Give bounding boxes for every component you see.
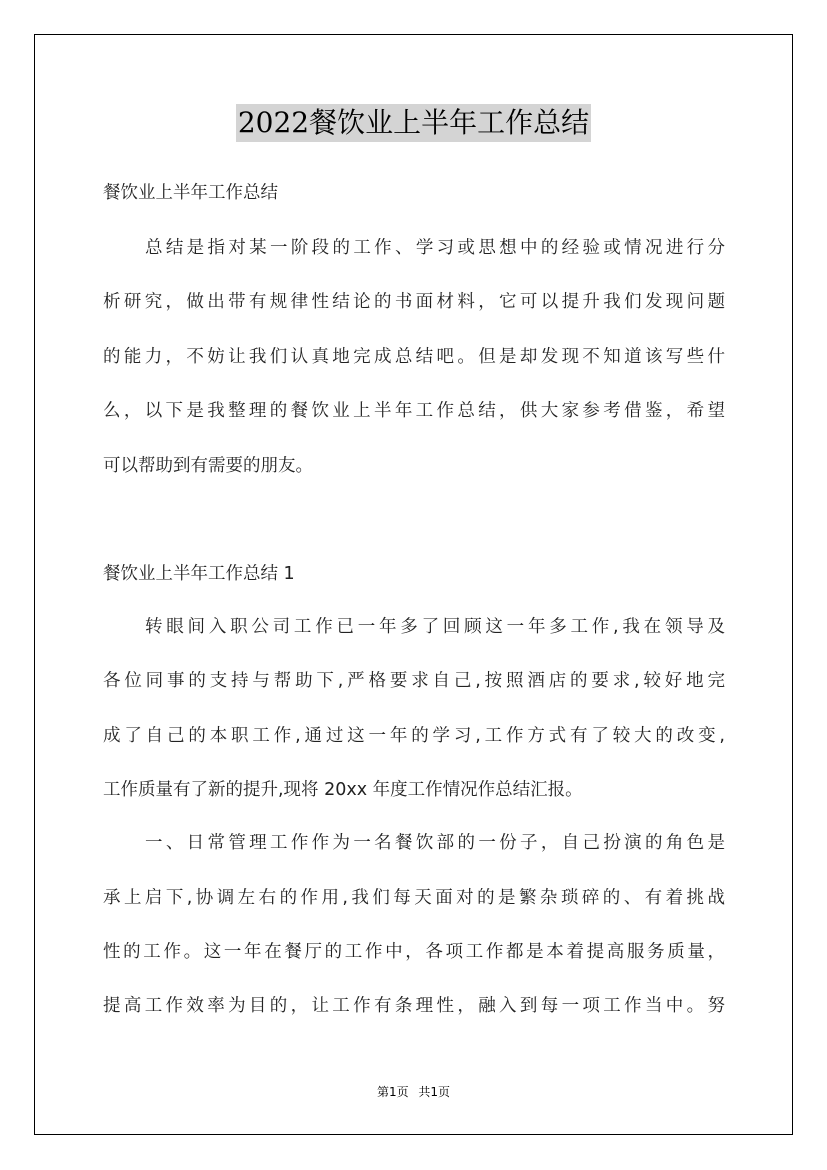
- section1-line-3: 成了自己的本职工作,通过这一年的学习,工作方式有了较大的改变,: [103, 726, 725, 746]
- intro-heading: 餐饮业上半年工作总结: [103, 183, 278, 203]
- intro-line-4: 么，以下是我整理的餐饮业上半年工作总结，供大家参考借鉴，希望: [103, 401, 725, 421]
- intro-line-3: 的能力，不妨让我们认真地完成总结吧。但是却发现不知道该写些什: [103, 347, 725, 367]
- section1-line-1: 转眼间入职公司工作已一年多了回顾这一年多工作,我在领导及: [145, 617, 725, 637]
- total-pages: 共1页: [418, 1085, 451, 1099]
- section2-line-3: 性的工作。这一年在餐厅的工作中，各项工作都是本着提高服务质量，: [103, 942, 725, 962]
- section2-line-4: 提高工作效率为目的，让工作有条理性，融入到每一项工作当中。努: [103, 996, 725, 1016]
- title-container: [0, 104, 827, 142]
- section2-line-2: 承上启下,协调左右的作用,我们每天面对的是繁杂琐碎的、有着挑战: [103, 888, 725, 908]
- page-footer: [0, 1083, 827, 1100]
- section1-line-4: 工作质量有了新的提升,现将 20xx 年度工作情况作总结汇报。: [103, 780, 583, 800]
- intro-line-5: 可以帮助到有需要的朋友。: [103, 456, 313, 476]
- document-title: 2022餐饮业上半年工作总结: [236, 104, 591, 142]
- intro-line-2: 析研究，做出带有规律性结论的书面材料，它可以提升我们发现问题: [103, 292, 725, 312]
- section1-line-2: 各位同事的支持与帮助下,严格要求自己,按照酒店的要求,较好地完: [103, 671, 725, 691]
- intro-line-1: 总结是指对某一阶段的工作、学习或思想中的经验或情况进行分: [145, 238, 725, 258]
- section2-line-1: 一、日常管理工作作为一名餐饮部的一份子，自己扮演的角色是: [145, 833, 725, 853]
- page-number: 第1页: [376, 1085, 409, 1099]
- section1-heading: 餐饮业上半年工作总结 1: [103, 564, 295, 584]
